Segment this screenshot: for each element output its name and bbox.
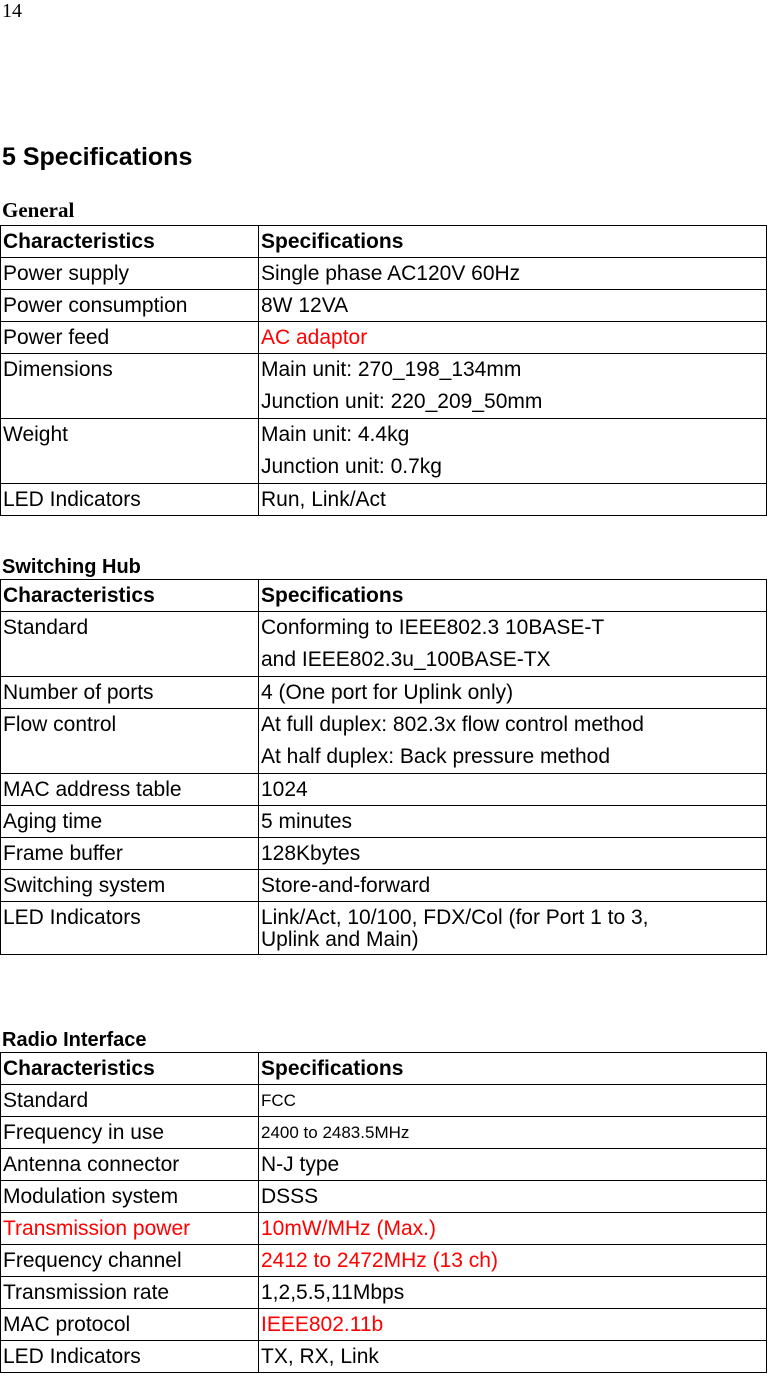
row-value: Run, Link/Act bbox=[259, 484, 767, 516]
row-name: Standard bbox=[1, 612, 259, 677]
row-name: LED Indicators bbox=[1, 1341, 259, 1373]
row-value: N-J type bbox=[259, 1149, 767, 1181]
header-characteristics: Characteristics bbox=[1, 226, 259, 258]
general-heading: General bbox=[2, 198, 75, 222]
row-name: Standard bbox=[1, 1085, 259, 1117]
header-characteristics: Characteristics bbox=[1, 580, 259, 612]
row-value bbox=[259, 902, 767, 955]
row-name: LED Indicators bbox=[1, 484, 259, 516]
table-row bbox=[1, 1245, 767, 1277]
page-number: 14 bbox=[2, 0, 22, 22]
table-row bbox=[1, 1181, 767, 1213]
row-value: 10mW/MHz (Max.) bbox=[259, 1213, 767, 1245]
row-name: Power consumption bbox=[1, 290, 259, 322]
table-row bbox=[1, 1277, 767, 1309]
table-row bbox=[1, 838, 767, 870]
table-row bbox=[1, 258, 767, 290]
row-name: Transmission rate bbox=[1, 1277, 259, 1309]
row-value: 1024 bbox=[259, 774, 767, 806]
header-specifications: Specifications bbox=[259, 580, 767, 612]
row-name: Flow control bbox=[1, 709, 259, 774]
row-name: Modulation system bbox=[1, 1181, 259, 1213]
row-name: Antenna connector bbox=[1, 1149, 259, 1181]
table-header-row bbox=[1, 226, 767, 258]
section-title: 5 Specifications bbox=[2, 143, 193, 171]
table-row bbox=[1, 774, 767, 806]
row-value bbox=[259, 419, 767, 484]
table-row bbox=[1, 1309, 767, 1341]
row-name: Frequency channel bbox=[1, 1245, 259, 1277]
row-value bbox=[259, 354, 767, 419]
value-line: Conforming to IEEE802.3 10BASE-T bbox=[261, 616, 605, 639]
row-value: Single phase AC120V 60Hz bbox=[259, 258, 767, 290]
row-value: TX, RX, Link bbox=[259, 1341, 767, 1373]
row-name: Aging time bbox=[1, 806, 259, 838]
value-line: Junction unit: 0.7kg bbox=[261, 455, 442, 478]
table-row bbox=[1, 612, 767, 677]
table-row bbox=[1, 1213, 767, 1245]
table-row bbox=[1, 322, 767, 354]
row-value: 8W 12VA bbox=[259, 290, 767, 322]
table-header-row bbox=[1, 1053, 767, 1085]
row-name: MAC protocol bbox=[1, 1309, 259, 1341]
row-name: MAC address table bbox=[1, 774, 259, 806]
row-name: Frequency in use bbox=[1, 1117, 259, 1149]
value-line: At half duplex: Back pressure method bbox=[261, 745, 611, 768]
row-name: Weight bbox=[1, 419, 259, 484]
row-name: Power feed bbox=[1, 322, 259, 354]
switching-hub-heading: Switching Hub bbox=[2, 556, 141, 578]
row-value: AC adaptor bbox=[259, 322, 767, 354]
row-name: Transmission power bbox=[1, 1213, 259, 1245]
switching-hub-table bbox=[0, 579, 767, 955]
value-line: and IEEE802.3u_100BASE-TX bbox=[261, 648, 551, 671]
header-specifications: Specifications bbox=[259, 1053, 767, 1085]
value-line: At full duplex: 802.3x flow control method bbox=[261, 713, 644, 736]
radio-interface-table bbox=[0, 1052, 767, 1373]
table-row bbox=[1, 1117, 767, 1149]
row-value: 5 minutes bbox=[259, 806, 767, 838]
radio-interface-heading: Radio Interface bbox=[2, 1029, 147, 1051]
row-name: Number of ports bbox=[1, 677, 259, 709]
value-line: Main unit: 4.4kg bbox=[261, 423, 410, 446]
table-row bbox=[1, 290, 767, 322]
table-row bbox=[1, 1085, 767, 1117]
header-characteristics: Characteristics bbox=[1, 1053, 259, 1085]
table-row bbox=[1, 354, 767, 419]
header-specifications: Specifications bbox=[259, 226, 767, 258]
row-name: Dimensions bbox=[1, 354, 259, 419]
general-table bbox=[0, 225, 767, 516]
table-row bbox=[1, 419, 767, 484]
row-value: Store-and-forward bbox=[259, 870, 767, 902]
table-row bbox=[1, 1149, 767, 1181]
row-value: 128Kbytes bbox=[259, 838, 767, 870]
table-row bbox=[1, 677, 767, 709]
table-row bbox=[1, 902, 767, 955]
row-value: 1,2,5.5,11Mbps bbox=[259, 1277, 767, 1309]
row-value: 4 (One port for Uplink only) bbox=[259, 677, 767, 709]
row-value: 2412 to 2472MHz (13 ch) bbox=[259, 1245, 767, 1277]
row-value bbox=[259, 709, 767, 774]
row-value: 2400 to 2483.5MHz bbox=[259, 1117, 767, 1149]
value-line: Uplink and Main) bbox=[261, 928, 419, 951]
table-row bbox=[1, 484, 767, 516]
row-name: LED Indicators bbox=[1, 902, 259, 955]
row-value: FCC bbox=[259, 1085, 767, 1117]
row-name: Frame buffer bbox=[1, 838, 259, 870]
table-header-row bbox=[1, 580, 767, 612]
table-row bbox=[1, 806, 767, 838]
row-name: Switching system bbox=[1, 870, 259, 902]
table-row bbox=[1, 1341, 767, 1373]
row-value: IEEE802.11b bbox=[259, 1309, 767, 1341]
row-value: DSSS bbox=[259, 1181, 767, 1213]
value-line: Junction unit: 220_209_50mm bbox=[261, 390, 543, 413]
value-line: Link/Act, 10/100, FDX/Col (for Port 1 to 3, bbox=[261, 906, 649, 929]
row-name: Power supply bbox=[1, 258, 259, 290]
value-line: Main unit: 270_198_134mm bbox=[261, 358, 522, 381]
table-row bbox=[1, 709, 767, 774]
table-row bbox=[1, 870, 767, 902]
row-value bbox=[259, 612, 767, 677]
